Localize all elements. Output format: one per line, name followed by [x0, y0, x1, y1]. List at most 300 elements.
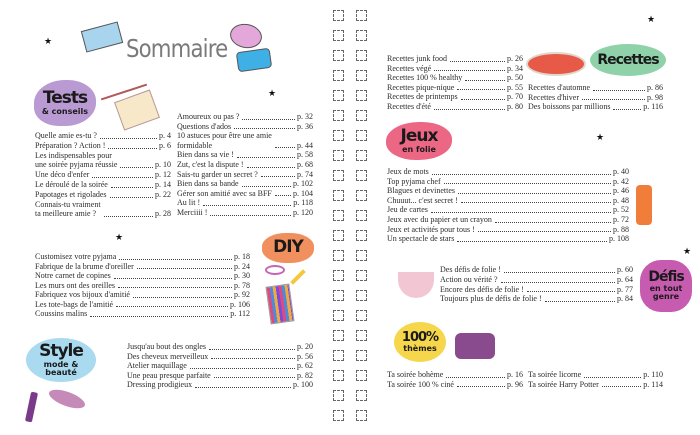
entry-title: Des cheveux merveilleux [127, 351, 209, 361]
recettes-badge [590, 44, 666, 76]
dot-leader [450, 61, 505, 62]
gutter-mark [333, 370, 344, 381]
gutter-mark [356, 150, 367, 161]
dot-leader [593, 90, 645, 91]
page-number: p. 14 [155, 179, 171, 189]
toc-entry[interactable] [440, 275, 633, 285]
badge-title: DIY [273, 237, 303, 258]
page-number: p. 96 [507, 379, 523, 389]
page-number: p. 102 [293, 179, 313, 189]
dot-leader [108, 148, 157, 149]
page-number: p. 112 [230, 309, 250, 318]
jeux-badge [386, 122, 452, 160]
toc-entry[interactable] [387, 186, 629, 196]
dot-leader [444, 183, 611, 184]
dot-leader [545, 301, 615, 302]
gutter-mark [333, 150, 344, 161]
dot-leader [501, 282, 615, 283]
toc-entry[interactable] [387, 73, 523, 83]
hand-drawing-icon [636, 185, 652, 225]
dot-leader [275, 147, 295, 148]
themes-list-col2 [528, 370, 663, 389]
toc-entry[interactable] [387, 215, 629, 225]
gutter-mark [333, 250, 344, 261]
entry-title: Un spectacle de stars [387, 234, 455, 244]
page-number: p. 72 [613, 214, 629, 224]
page-number: p. 56 [297, 351, 313, 361]
gutter-mark [333, 190, 344, 201]
page-number: p. 46 [613, 186, 629, 196]
entry-title: Chuuut... c'est secret ! [387, 195, 458, 205]
tests-list-col2 [177, 112, 313, 218]
entry-title: Une déco d'enfer [35, 170, 90, 180]
gutter-mark [356, 10, 367, 21]
page-number: p. 32 [297, 112, 313, 121]
dot-leader [119, 259, 232, 260]
toc-entry[interactable] [387, 54, 523, 64]
entry-title: Recettes d'hiver [528, 92, 579, 102]
toc-entry[interactable] [35, 190, 171, 200]
lipgloss-icon [25, 392, 38, 423]
toc-entry[interactable] [177, 112, 313, 122]
entry-title: Le déroulé de la soirée [35, 179, 108, 189]
entry-title: Sais-tu garder un secret ? [177, 169, 258, 179]
page-number: p. 58 [297, 150, 313, 160]
gutter-mark [333, 90, 344, 101]
badge-subtitle: thèmes [403, 343, 437, 353]
gutter-mark [333, 70, 344, 81]
entry-title: Notre carnet de copines [35, 271, 111, 280]
gutter-mark [333, 110, 344, 121]
badge-subtitle: en tout genre [649, 283, 683, 302]
page-number: p. 118 [293, 198, 313, 208]
entry-title: Préparation ? Action ! [35, 140, 106, 150]
entry-title: Gérer son amitié avec sa BFF [177, 188, 272, 198]
page-number: p. 30 [234, 271, 250, 280]
dot-leader [504, 272, 615, 273]
toc-entry[interactable] [177, 198, 313, 208]
badge-title: Style [39, 340, 83, 361]
gutter-mark [356, 90, 367, 101]
page-number: p. 92 [234, 290, 250, 299]
entry-title: Dressing prodigieux [127, 380, 193, 389]
page-number: p. 12 [155, 170, 171, 180]
entry-title: Bien dans sa vie ! [177, 150, 234, 160]
page-number: p. 82 [297, 370, 313, 380]
entry-title: Recettes d'automne [528, 83, 591, 92]
page-number: p. 114 [643, 379, 663, 389]
sticker-eye [81, 21, 123, 52]
sticker-flower [228, 21, 264, 50]
dot-leader [209, 349, 295, 350]
gutter-mark [356, 410, 367, 421]
toc-entry[interactable] [127, 380, 313, 390]
dot-leader [118, 287, 232, 288]
page-number: p. 110 [643, 370, 663, 379]
page-number: p. 16 [507, 370, 523, 379]
marshmallows-icon [398, 272, 434, 298]
page-number: p. 28 [155, 209, 171, 219]
entry-title: Une peau presque parfaite [127, 370, 211, 380]
page-number: p. 36 [297, 121, 313, 131]
gutter-mark [356, 370, 367, 381]
dot-leader [446, 377, 505, 378]
toc-entry[interactable] [387, 370, 523, 380]
toc-entry[interactable] [528, 102, 663, 112]
food-plate-icon [526, 52, 586, 76]
toc-entry[interactable] [35, 180, 171, 190]
dot-leader [90, 316, 228, 317]
toc-entry[interactable] [127, 371, 313, 381]
dot-leader [527, 291, 615, 292]
page-number: p. 22 [155, 189, 171, 199]
gutter-mark [356, 30, 367, 41]
entry-title: Jeux et activités pour tous ! [387, 224, 475, 234]
scroll-icon [114, 89, 160, 130]
page-number: p. 40 [613, 167, 629, 176]
toc-entry[interactable] [35, 131, 171, 141]
dot-leader [92, 177, 153, 178]
toc-entry[interactable] [35, 271, 250, 281]
entry-title: Coussins malins [35, 309, 88, 318]
entry-title: Jeu de cartes [387, 205, 428, 215]
toc-entry[interactable] [387, 380, 523, 390]
toc-entry[interactable] [387, 102, 523, 112]
entry-title: Ta soirée bohème [387, 370, 444, 379]
themes-badge [394, 322, 446, 362]
dot-leader [111, 187, 153, 188]
gutter-mark [333, 410, 344, 421]
gutter-mark [333, 390, 344, 401]
dot-leader [602, 386, 642, 387]
dot-leader [190, 368, 295, 369]
page-number: p. 70 [507, 92, 523, 102]
badge-title: Tests [42, 87, 88, 108]
dot-leader [234, 128, 295, 129]
page-number: p. 20 [297, 342, 313, 351]
toc-entry[interactable] [177, 170, 313, 180]
page-number: p. 52 [613, 205, 629, 215]
dot-leader [432, 174, 611, 175]
dot-leader [120, 167, 153, 168]
dot-leader [465, 80, 505, 81]
dot-leader [210, 215, 291, 216]
toc-entry[interactable] [387, 225, 629, 235]
entry-title: Blagues et devinettes [387, 186, 455, 196]
recettes-list-col1 [387, 54, 523, 112]
gutter-mark [356, 330, 367, 341]
dot-leader [431, 212, 611, 213]
dot-leader [133, 297, 232, 298]
toc-entry[interactable] [387, 92, 523, 102]
entry-title: Ta soirée licorne [528, 370, 582, 379]
badge-title: 100% [401, 329, 439, 345]
dot-leader [434, 70, 505, 71]
page-number: p. 106 [230, 299, 250, 309]
entry-title: Top pyjama chef [387, 176, 441, 186]
dot-leader [457, 241, 607, 242]
gutter-mark [333, 330, 344, 341]
toc-entry[interactable] [35, 151, 171, 171]
gutter-mark [356, 130, 367, 141]
entry-title: Fabriquez vos bijoux d'amitié [35, 290, 130, 299]
hairbrush-icon [47, 386, 87, 412]
badge-title: Recettes [597, 51, 659, 68]
dot-leader [434, 109, 505, 110]
entry-title: Des boissons par millions [528, 102, 611, 112]
dot-leader [261, 176, 295, 177]
toc-entry[interactable] [177, 189, 313, 199]
entry-title: Jusqu'au bout des ongles [127, 342, 206, 351]
gutter-mark [333, 350, 344, 361]
toc-entry[interactable] [177, 160, 313, 170]
entry-title: Ta soirée Harry Potter [528, 379, 599, 389]
gutter-mark [356, 310, 367, 321]
page-number: p. 120 [293, 207, 313, 217]
dot-leader [214, 377, 295, 378]
toc-entry[interactable] [387, 83, 523, 93]
star-icon: ★ [647, 14, 656, 24]
page-number: p. 48 [613, 195, 629, 205]
toc-entry[interactable] [177, 131, 313, 150]
entry-title: Au lit ! [177, 198, 201, 208]
page-number: p. 88 [613, 224, 629, 234]
gutter-mark [333, 50, 344, 61]
toc-entry[interactable] [177, 208, 313, 218]
page-number: p. 34 [507, 63, 523, 73]
dot-leader [247, 167, 295, 168]
dot-leader [211, 358, 295, 359]
dot-leader [457, 89, 505, 90]
gutter-mark [333, 10, 344, 21]
page-number: p. 10 [155, 160, 171, 170]
gutter-mark [356, 170, 367, 181]
entry-title: Ta soirée 100 % ciné [387, 379, 454, 389]
page-number: p. 78 [234, 280, 250, 290]
dot-leader [461, 202, 611, 203]
toc-entry[interactable] [440, 294, 633, 304]
gutter-mark [333, 230, 344, 241]
toc-entry[interactable] [528, 83, 663, 93]
gutter-mark [356, 250, 367, 261]
toc-entry[interactable] [35, 290, 250, 300]
page-number: p. 84 [617, 294, 633, 304]
star-icon: ★ [115, 232, 124, 242]
page-number: p. 62 [297, 361, 313, 370]
tests-badge [34, 80, 96, 126]
entry-title: 10 astuces pour être une amie formidable [177, 131, 272, 150]
page-number: p. 116 [643, 102, 663, 112]
diy-badge [262, 233, 314, 263]
entry-title: Jeux avec du papier et un crayon [387, 214, 492, 224]
star-icon: ★ [44, 36, 53, 46]
toc-entry[interactable] [35, 252, 250, 262]
page-number: p. 50 [507, 73, 523, 83]
entry-title: Des défis de folie ! [440, 265, 501, 274]
entry-title: Quelle amie es-tu ? [35, 131, 97, 140]
toc-entry[interactable] [528, 380, 663, 390]
toc-entry[interactable] [387, 177, 629, 187]
entry-title: Recettes végé [387, 63, 432, 73]
dot-leader [275, 195, 291, 196]
star-icon: ★ [268, 88, 277, 98]
toc-entry[interactable] [440, 285, 633, 295]
page-number: p. 77 [617, 284, 633, 294]
toc-entry[interactable] [127, 361, 313, 371]
dot-leader [137, 268, 232, 269]
page-title: Sommaire [126, 34, 228, 63]
toc-entry[interactable] [35, 300, 250, 310]
badge-subtitle: mode & beauté [43, 359, 79, 377]
toc-entry[interactable] [387, 167, 629, 177]
toc-entry[interactable] [35, 309, 250, 319]
gutter-mark [356, 230, 367, 241]
page-number: p. 44 [297, 140, 313, 150]
defis-list [440, 265, 633, 304]
speaker-icon [455, 333, 495, 359]
toc-entry[interactable] [528, 370, 663, 380]
toc-entry[interactable] [35, 200, 171, 220]
entry-title: Connais-tu vraiment ta meilleure amie ? [35, 199, 101, 219]
toc-entry[interactable] [387, 196, 629, 206]
dot-leader [478, 231, 611, 232]
toc-entry[interactable] [177, 122, 313, 132]
entry-title: Atelier maquillage [127, 361, 187, 370]
entry-title: Recettes de printemps [387, 92, 458, 102]
page-number: p. 108 [609, 234, 629, 244]
gutter-mark [333, 310, 344, 321]
entry-title: Fabrique de la brume d'oreiller [35, 261, 134, 271]
dot-leader [203, 205, 291, 206]
toc-entry[interactable] [127, 342, 313, 352]
dot-leader [110, 197, 153, 198]
dot-leader [242, 186, 291, 187]
entry-title: Les indispensables pour une soirée pyjama réussie [35, 150, 118, 170]
gutter-mark [356, 110, 367, 121]
scissors-icon [265, 265, 285, 275]
entry-title: Merciiii ! [177, 207, 208, 217]
dot-leader [613, 109, 641, 110]
toc-entry[interactable] [35, 170, 171, 180]
star-icon: ★ [596, 132, 605, 142]
entry-title: Questions d'ados [177, 121, 232, 131]
toc-entry[interactable] [387, 234, 629, 244]
jeux-list [387, 167, 629, 244]
page-number: p. 100 [293, 380, 313, 389]
page-number: p. 104 [293, 188, 313, 198]
defis-badge [640, 260, 692, 312]
page-number: p. 42 [613, 176, 629, 186]
page-number: p. 64 [617, 274, 633, 284]
dot-leader [242, 119, 295, 120]
dot-leader [116, 306, 228, 307]
entry-title: Papotages et rigolades [35, 189, 107, 199]
entry-title: Les murs ont des oreilles [35, 280, 115, 290]
page-number: p. 24 [234, 261, 250, 271]
style-list [127, 342, 313, 390]
page-number: p. 98 [647, 92, 663, 102]
entry-title: Jeux de mots [387, 167, 429, 176]
page-number: p. 68 [297, 159, 313, 169]
toc-entry[interactable] [528, 93, 663, 103]
gutter-mark [333, 270, 344, 281]
entry-title: Recettes junk food [387, 54, 447, 63]
entry-title: Recettes d'été [387, 101, 431, 111]
entry-title: Amoureux ou pas ? [177, 112, 240, 121]
gutter-mark [333, 30, 344, 41]
dot-leader [237, 157, 295, 158]
toc-entry[interactable] [177, 179, 313, 189]
page-number: p. 6 [159, 140, 171, 150]
gutter-mark [356, 290, 367, 301]
toc-entry[interactable] [127, 352, 313, 362]
gutter-mark [333, 170, 344, 181]
entry-title: Bien dans sa bande [177, 179, 239, 189]
dot-leader [495, 222, 611, 223]
tests-list-col1 [35, 131, 171, 219]
gutter-mark [356, 190, 367, 201]
dot-leader [461, 99, 505, 100]
dot-leader [114, 278, 232, 279]
gutter-mark [356, 70, 367, 81]
gutter-mark [356, 210, 367, 221]
gutter-mark [356, 50, 367, 61]
dot-leader [195, 387, 291, 388]
toc-entry[interactable] [387, 205, 629, 215]
recettes-list-col2 [528, 83, 663, 112]
entry-title: Recettes pique-nique [387, 82, 455, 92]
entry-title: Zut, c'est la dispute ! [177, 159, 244, 169]
gutter-mark [333, 210, 344, 221]
page-number: p. 4 [159, 131, 171, 140]
toc-entry[interactable] [177, 150, 313, 160]
star-icon: ★ [683, 246, 692, 256]
gutter-mark [333, 130, 344, 141]
badge-subtitle: en folie [402, 144, 436, 154]
badge-subtitle: & conseils [41, 106, 89, 116]
entry-title: Action ou vérité ? [440, 274, 498, 284]
toc-entry[interactable] [35, 141, 171, 151]
gutter-mark [356, 350, 367, 361]
entry-title: Les tote-bags de l'amitié [35, 299, 114, 309]
themes-list-col1 [387, 370, 523, 389]
dot-leader [100, 138, 157, 139]
page-number: p. 74 [297, 169, 313, 179]
entry-title: Customisez votre pyjama [35, 252, 117, 261]
entry-title: Recettes 100 % healthy [387, 73, 463, 83]
toc-entry[interactable] [440, 265, 633, 275]
gutter-mark [356, 270, 367, 281]
gel-pens-icon [265, 284, 294, 325]
page-number: p. 18 [234, 252, 250, 261]
toc-entry[interactable] [35, 281, 250, 291]
sticker-banana [236, 48, 272, 73]
gutter-mark [333, 290, 344, 301]
dot-leader [457, 386, 505, 387]
badge-title: Jeux [400, 125, 438, 146]
pencil-icon [290, 269, 306, 285]
toc-entry[interactable] [35, 262, 250, 272]
entry-title: Encore des défis de folie ! [440, 284, 524, 294]
page-number: p. 26 [507, 54, 523, 63]
diy-list [35, 252, 250, 319]
page-number: p. 60 [617, 265, 633, 274]
dot-leader [584, 377, 641, 378]
style-badge [26, 338, 96, 382]
toc-entry[interactable] [387, 64, 523, 74]
dot-leader [582, 99, 645, 100]
page-number: p. 86 [647, 83, 663, 92]
